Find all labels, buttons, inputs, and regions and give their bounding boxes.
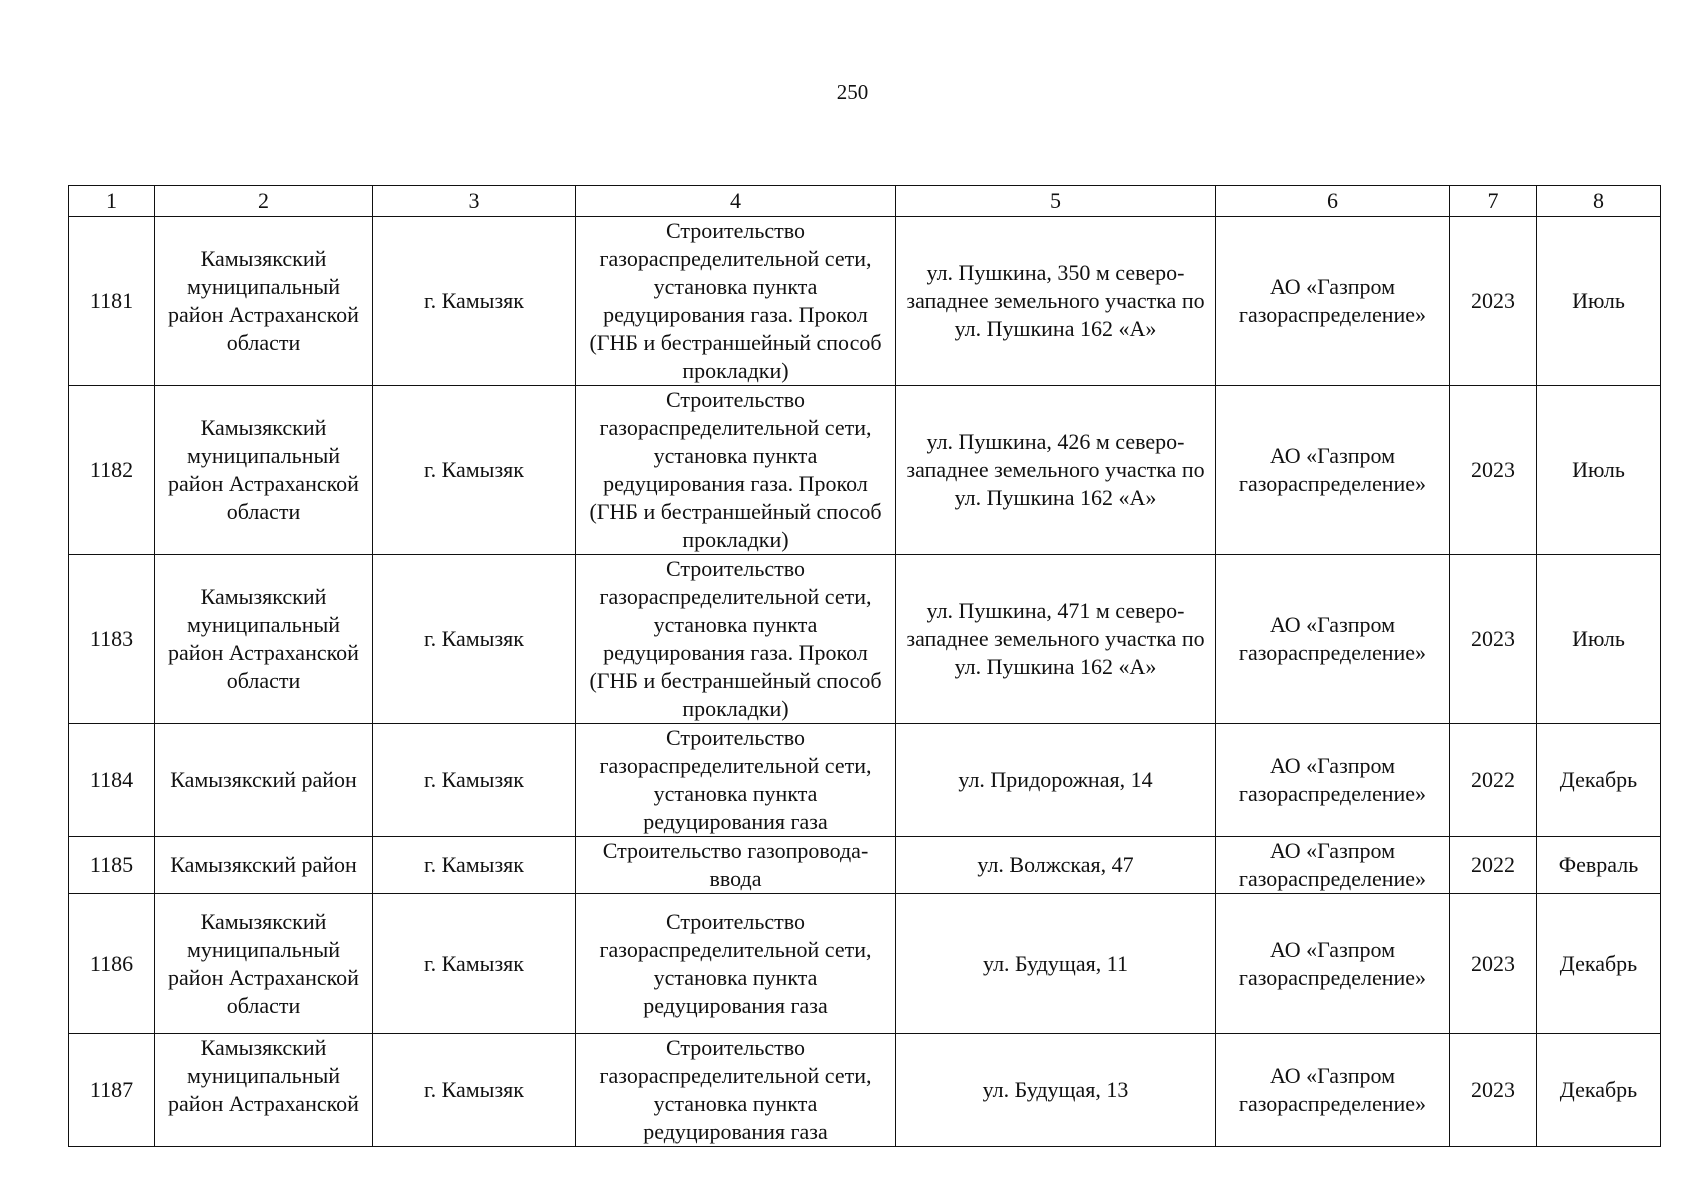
column-header-2: 2 <box>155 186 373 217</box>
organization-cell: АО «Газпром газораспределение» <box>1216 837 1450 894</box>
page-number: 250 <box>836 80 869 104</box>
table-row <box>69 217 1661 386</box>
organization-cell: АО «Газпром газораспределение» <box>1216 217 1450 386</box>
organization-cell: АО «Газпром газораспределение» <box>1216 555 1450 724</box>
column-header-4: 4 <box>576 186 896 217</box>
row-number: 1183 <box>69 555 155 724</box>
locality-cell: г. Камызяк <box>373 217 576 386</box>
locality-cell: г. Камызяк <box>373 1034 576 1147</box>
month-cell: Декабрь <box>1537 894 1661 1034</box>
column-header-1: 1 <box>69 186 155 217</box>
month-cell: Июль <box>1537 386 1661 555</box>
district-cell: Камызякский район <box>155 837 373 894</box>
month-cell: Июль <box>1537 555 1661 724</box>
row-number: 1181 <box>69 217 155 386</box>
header-row <box>69 186 1661 217</box>
locality-cell: г. Камызяк <box>373 837 576 894</box>
work-cell: Строительство газораспределительной сети, установка пункта редуцирования газа <box>576 894 896 1034</box>
column-header-5: 5 <box>896 186 1216 217</box>
address-cell: ул. Пушкина, 350 м северо-западнее земельного участка по ул. Пушкина 162 «А» <box>896 217 1216 386</box>
address-cell: ул. Придорожная, 14 <box>896 724 1216 837</box>
table-row <box>69 837 1661 894</box>
column-header-3: 3 <box>373 186 576 217</box>
address-cell: ул. Будущая, 11 <box>896 894 1216 1034</box>
district-cell: Камызякский муниципальный район Астраханской <box>155 1034 373 1147</box>
table-row <box>69 386 1661 555</box>
organization-cell: АО «Газпром газораспределение» <box>1216 386 1450 555</box>
year-cell: 2023 <box>1450 894 1537 1034</box>
column-header-8: 8 <box>1537 186 1661 217</box>
data-table <box>68 185 1661 1147</box>
month-cell: Декабрь <box>1537 724 1661 837</box>
table-row <box>69 555 1661 724</box>
year-cell: 2023 <box>1450 1034 1537 1147</box>
work-cell: Строительство газопровода-ввода <box>576 837 896 894</box>
address-cell: ул. Пушкина, 426 м северо-западнее земельного участка по ул. Пушкина 162 «А» <box>896 386 1216 555</box>
row-number: 1182 <box>69 386 155 555</box>
district-cell: Камызякский район <box>155 724 373 837</box>
row-number: 1186 <box>69 894 155 1034</box>
work-cell: Строительство газораспределительной сети, установка пункта редуцирования газа. Прокол (ГНБ и бестраншейный способ прокладки) <box>576 217 896 386</box>
row-number: 1187 <box>69 1034 155 1147</box>
locality-cell: г. Камызяк <box>373 724 576 837</box>
organization-cell: АО «Газпром газораспределение» <box>1216 894 1450 1034</box>
column-header-7: 7 <box>1450 186 1537 217</box>
table-row <box>69 894 1661 1034</box>
column-header-6: 6 <box>1216 186 1450 217</box>
district-cell: Камызякский муниципальный район Астраханской области <box>155 386 373 555</box>
year-cell: 2022 <box>1450 837 1537 894</box>
year-cell: 2023 <box>1450 555 1537 724</box>
row-number: 1185 <box>69 837 155 894</box>
address-cell: ул. Пушкина, 471 м северо-западнее земельного участка по ул. Пушкина 162 «А» <box>896 555 1216 724</box>
work-cell: Строительство газораспределительной сети, установка пункта редуцирования газа <box>576 724 896 837</box>
district-cell: Камызякский муниципальный район Астраханской области <box>155 894 373 1034</box>
district-cell: Камызякский муниципальный район Астраханской области <box>155 555 373 724</box>
month-cell: Июль <box>1537 217 1661 386</box>
work-cell: Строительство газораспределительной сети, установка пункта редуцирования газа <box>576 1034 896 1147</box>
year-cell: 2023 <box>1450 217 1537 386</box>
locality-cell: г. Камызяк <box>373 555 576 724</box>
table-row <box>69 724 1661 837</box>
year-cell: 2022 <box>1450 724 1537 837</box>
month-cell: Декабрь <box>1537 1034 1661 1147</box>
district-cell: Камызякский муниципальный район Астраханской области <box>155 217 373 386</box>
organization-cell: АО «Газпром газораспределение» <box>1216 724 1450 837</box>
work-cell: Строительство газораспределительной сети, установка пункта редуцирования газа. Прокол (ГНБ и бестраншейный способ прокладки) <box>576 555 896 724</box>
address-cell: ул. Будущая, 13 <box>896 1034 1216 1147</box>
locality-cell: г. Камызяк <box>373 894 576 1034</box>
row-number: 1184 <box>69 724 155 837</box>
organization-cell: АО «Газпром газораспределение» <box>1216 1034 1450 1147</box>
work-cell: Строительство газораспределительной сети, установка пункта редуцирования газа. Прокол (ГНБ и бестраншейный способ прокладки) <box>576 386 896 555</box>
month-cell: Февраль <box>1537 837 1661 894</box>
address-cell: ул. Волжская, 47 <box>896 837 1216 894</box>
locality-cell: г. Камызяк <box>373 386 576 555</box>
table-row <box>69 1034 1661 1147</box>
year-cell: 2023 <box>1450 386 1537 555</box>
